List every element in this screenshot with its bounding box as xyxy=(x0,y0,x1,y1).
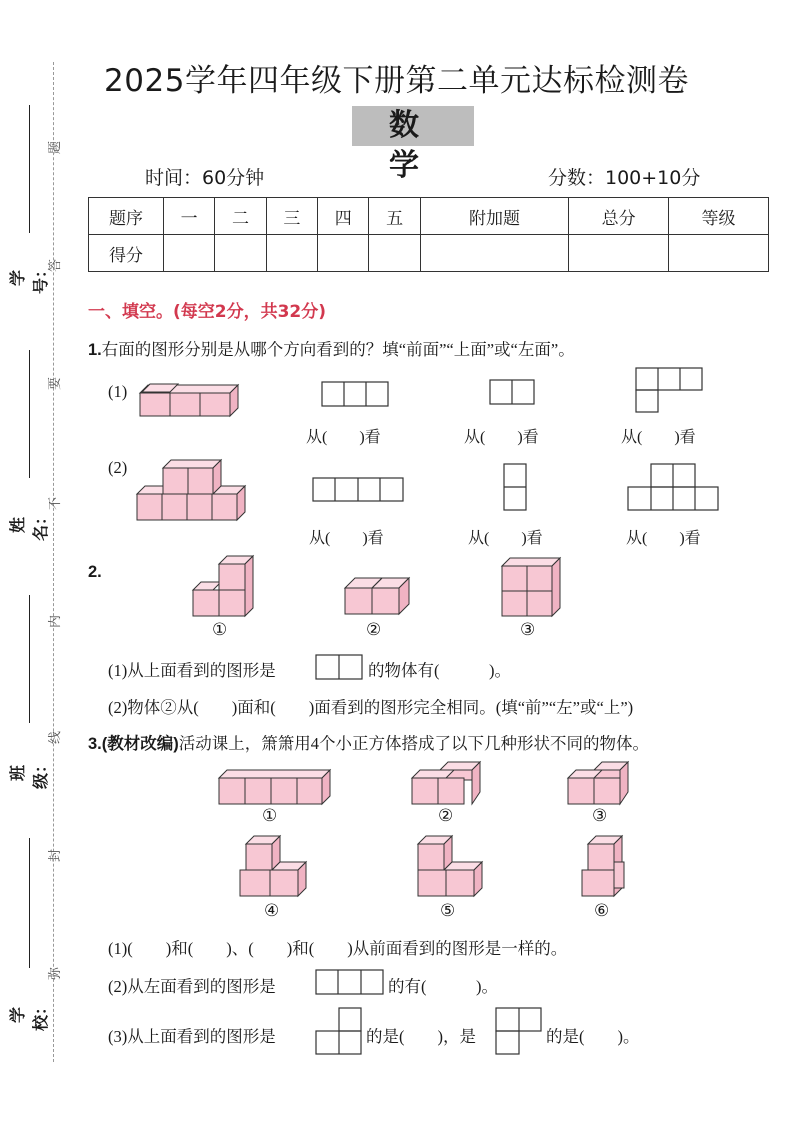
q3-object-3 xyxy=(568,762,628,804)
q1-view-2a xyxy=(313,478,403,501)
q2-sub1-before: (1)从上面看到的图形是 xyxy=(108,661,276,680)
q3-top-view-graphic-a xyxy=(316,1008,361,1054)
q3-sub2-after[interactable]: 的有( )。 xyxy=(388,977,498,996)
q1-answer-blank[interactable]: 从( )看 xyxy=(621,429,696,446)
q3-object-6 xyxy=(582,836,624,896)
q2-top-view-graphic xyxy=(316,655,362,679)
q1-answer-blank[interactable]: 从( )看 xyxy=(626,530,701,547)
q2-label-1: ① xyxy=(212,620,228,639)
score-table-cell: 三 xyxy=(266,198,317,235)
q3-label-6: ⑥ xyxy=(594,901,610,920)
q2-sub1-after[interactable]: 的物体有( )。 xyxy=(368,661,511,680)
question-3-stem xyxy=(88,730,649,754)
total-score-label: 分数：100+10分 xyxy=(548,167,701,189)
binding-char: 内 xyxy=(47,614,63,629)
q1-view-2c xyxy=(628,464,718,510)
question-number: 1. xyxy=(88,341,102,359)
q3-label-4: ④ xyxy=(264,901,280,920)
q1-view-1b xyxy=(490,380,534,404)
q1-row2-label: (2) xyxy=(108,458,128,477)
q1-answer-blank[interactable]: 从( )看 xyxy=(468,530,543,547)
q1-object-2-cubes xyxy=(137,460,245,520)
name-label: 姓名： xyxy=(10,509,50,542)
q2-sub2[interactable]: (2)物体②从( )面和( )面看到的图形完全相同。(填“前”“左”或“上”) xyxy=(108,698,634,717)
section-heading: 一、填空。(每空2分，共32分) xyxy=(88,302,327,322)
q1-view-1c xyxy=(636,368,702,412)
score-table-cell: 等级 xyxy=(669,198,769,235)
score-table-cell: 四 xyxy=(318,198,369,235)
q1-answer-blank[interactable]: 从( )看 xyxy=(306,429,381,446)
q3-label-3: ③ xyxy=(592,806,608,825)
q1-view-2b xyxy=(504,464,526,510)
school-label: 学校： xyxy=(10,999,50,1032)
q3-sub3-b[interactable]: 的是( )，是 xyxy=(366,1027,476,1046)
score-table-cell: 题序 xyxy=(89,198,164,235)
q3-label-5: ⑤ xyxy=(440,901,456,920)
binding-char: 封 xyxy=(47,848,63,863)
subject-banner: 数 学 xyxy=(352,106,474,146)
score-table-cell: 总分 xyxy=(569,198,669,235)
q2-label-2: ② xyxy=(366,620,382,639)
question-2-number: 2. xyxy=(88,563,102,581)
q2-label-3: ③ xyxy=(520,620,536,639)
q3-object-5 xyxy=(418,836,482,896)
question-number: 3. xyxy=(88,735,102,753)
student-id-label: 学号： xyxy=(10,262,50,295)
score-table-cell: 附加题 xyxy=(420,198,568,235)
question-text: 活动课上，箫箫用4个小正方体搭成了以下几种形状不同的物体。 xyxy=(178,734,650,753)
binding-char: 题 xyxy=(47,140,63,155)
q3-top-view-graphic-b xyxy=(496,1008,541,1054)
binding-char: 要 xyxy=(47,376,63,391)
q3-left-view-graphic xyxy=(316,970,383,994)
score-table-cell: 二 xyxy=(215,198,266,235)
q1-object-1-cubes xyxy=(140,384,238,416)
question-text: 右面的图形分别是从哪个方向看到的？填“前面”“上面”或“左面”。 xyxy=(101,340,575,359)
score-table-cell: 得分 xyxy=(89,235,164,272)
class-label: 班级： xyxy=(10,757,50,790)
q3-object-2 xyxy=(412,762,480,804)
binding-char: 不 xyxy=(47,496,63,511)
q2-object-3 xyxy=(502,558,560,616)
q3-sub1[interactable]: (1)( )和( )、( )和( )从前面看到的图形是一样的。 xyxy=(108,939,568,958)
q2-object-2 xyxy=(345,578,409,614)
question-tag: (教材改编) xyxy=(101,735,179,753)
binding-char: 线 xyxy=(47,730,63,745)
q3-object-4 xyxy=(240,836,306,896)
binding-char: 答 xyxy=(47,258,63,273)
score-table-cell: 五 xyxy=(369,198,420,235)
q3-label-1: ① xyxy=(262,806,278,825)
q3-sub3-c[interactable]: 的是( )。 xyxy=(546,1027,640,1046)
score-table-cell: 一 xyxy=(164,198,215,235)
q3-sub3-a: (3)从上面看到的图形是 xyxy=(108,1027,276,1046)
q1-row1-label: (1) xyxy=(108,382,128,401)
q3-label-2: ② xyxy=(438,806,454,825)
exam-title: 2025学年四年级下册第二单元达标检测卷 xyxy=(104,63,689,99)
q3-object-1 xyxy=(219,770,330,804)
q3-sub2-before: (2)从左面看到的图形是 xyxy=(108,977,276,996)
time-label: 时间：60分钟 xyxy=(145,167,265,189)
q1-answer-blank[interactable]: 从( )看 xyxy=(309,530,384,547)
q2-object-1 xyxy=(193,556,253,616)
q1-answer-blank[interactable]: 从( )看 xyxy=(464,429,539,446)
q1-view-1a xyxy=(322,382,388,406)
binding-char: 弥 xyxy=(47,966,63,981)
